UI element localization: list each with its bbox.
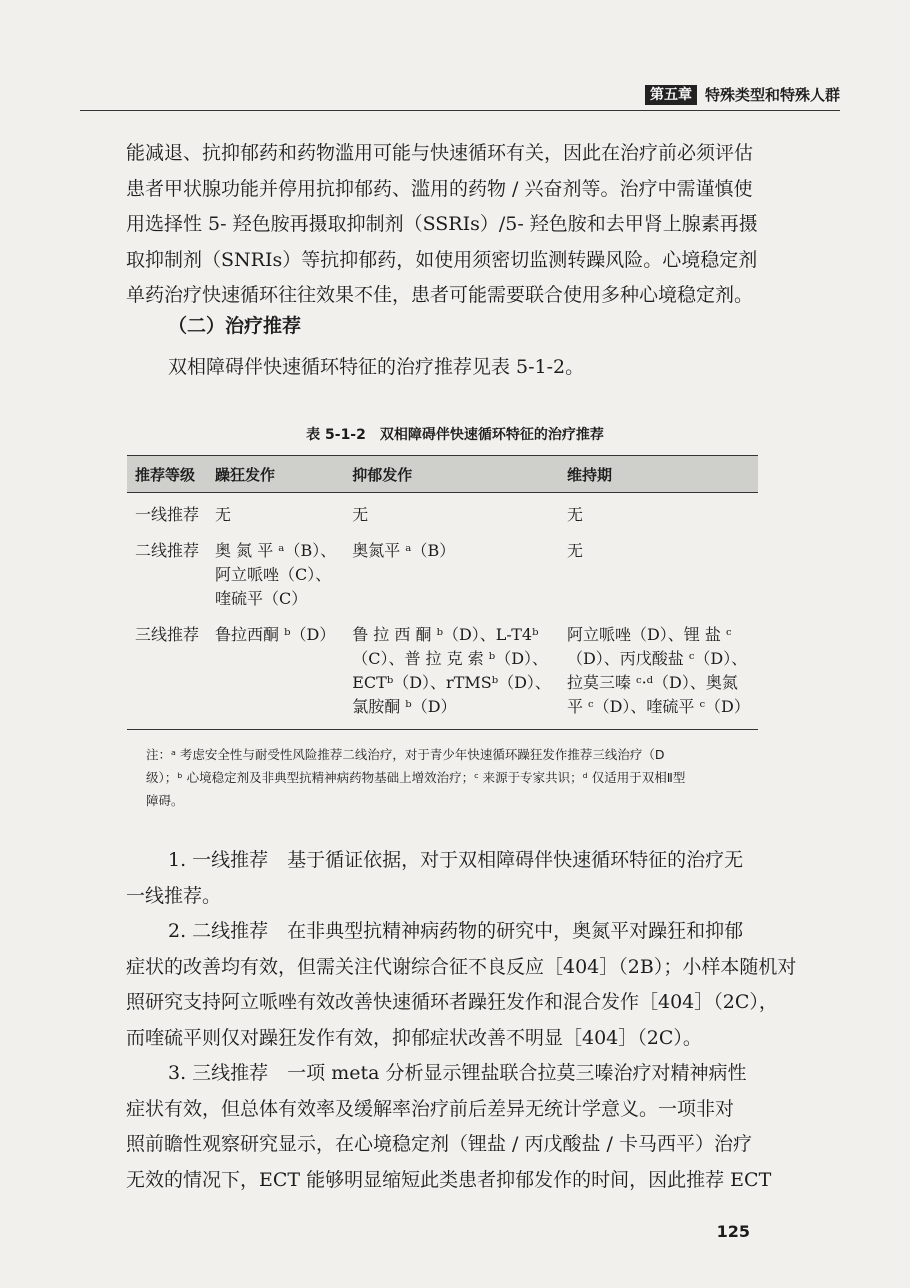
text-line: 单药治疗快速循环往往效果不佳，患者可能需要联合使用多种心境稳定剂。 [126, 284, 754, 306]
cell-text: （C）、普 拉 克 索 ᵇ（D）、 [352, 649, 549, 668]
text-line: 症状的改善均有效，但需关注代谢综合征不良反应［404］（2B）；小样本随机对 [126, 955, 797, 978]
cell-text: 无 [215, 505, 232, 524]
cell-text: 奥 氮 平 ᵃ（B）、 [215, 541, 337, 560]
first-line-paragraph [126, 843, 764, 914]
cell-maintenance [559, 617, 758, 730]
text-line: 1. 一线推荐 基于循证依据，对于双相障碍伴快速循环特征的治疗无 [168, 849, 744, 871]
cell-text: 喹硫平（C） [215, 589, 308, 608]
page-number: 125 [716, 1222, 750, 1241]
chapter-title: 特殊类型和特殊人群 [704, 86, 840, 104]
text-line: 无效的情况下，ECT 能够明显缩短此类患者抑郁发作的时间，因此推荐 ECT [126, 1168, 772, 1191]
text-line: 而喹硫平则仅对躁狂发作有效，抑郁症状改善不明显［404］（2C）。 [126, 1026, 702, 1049]
cell-text: 一线推荐 [135, 505, 200, 524]
text-line: 患者甲状腺功能并停用抗抑郁药、滥用的药物 / 兴奋剂等。治疗中需谨慎使 [126, 177, 753, 200]
text-line: 一线推荐。 [126, 884, 222, 907]
cell-text: 鲁 拉 西 酮 ᵇ（D）、L-T4ᵇ [352, 625, 539, 644]
cell-text: 无 [352, 505, 369, 524]
header-depression: 抑郁发作 [344, 456, 559, 493]
cell-text: 阿立哌唑（D）、锂 盐 ᶜ [566, 625, 732, 644]
cell-text: 无 [566, 541, 583, 560]
running-header [80, 84, 840, 111]
text-line: 照研究支持阿立哌唑有效改善快速循环者躁狂发作和混合发作［404］（2C）， [126, 991, 778, 1013]
table-note [146, 743, 758, 812]
text-line: 3. 三线推荐 一项 meta 分析显示锂盐联合拉莫三嗪治疗对精神病性 [168, 1062, 747, 1084]
note-line: 障碍。 [146, 793, 184, 808]
table-row [127, 617, 758, 730]
intro-paragraph [126, 136, 764, 314]
cell-maintenance [559, 493, 758, 534]
cell-text: 三线推荐 [135, 625, 200, 644]
cell-text: 奥氮平 ᵃ（B） [352, 541, 456, 560]
cell-text: 氯胺酮 ᵇ（D） [352, 697, 457, 716]
note-line: 注：ᵃ 考虑安全性与耐受性风险推荐二线治疗，对于青少年快速循环躁狂发作推荐三线治疗（D [146, 747, 665, 762]
cell-level [127, 617, 207, 730]
third-line-paragraph [126, 1056, 772, 1198]
second-line-paragraph [126, 914, 797, 1056]
header-group [645, 84, 840, 105]
text-line: 取抑制剂（SNRIs）等抗抑郁药，如使用须密切监测转躁风险。心境稳定剂 [126, 248, 758, 271]
table-reference-text: 双相障碍伴快速循环特征的治疗推荐见表 5-1-2。 [168, 356, 585, 378]
table-caption-title: 双相障碍伴快速循环特征的治疗推荐 [379, 427, 604, 443]
table-row [127, 493, 758, 534]
cell-mania [207, 493, 344, 534]
note-line: 级）；ᵇ 心境稳定剂及非典型抗精神病药物基础上增效治疗；ᶜ 来源于专家共识；ᵈ 仅适用于双相Ⅱ型 [146, 770, 686, 785]
cell-text: 拉莫三嗪 ᶜ·ᵈ（D）、奥氮 [566, 673, 738, 692]
header-level: 推荐等级 [127, 456, 207, 493]
cell-depression [344, 617, 559, 730]
cell-text: ECTᵇ（D）、rTMSᵇ（D）、 [352, 673, 551, 692]
cell-depression [344, 533, 559, 617]
header-maintenance: 维持期 [559, 456, 758, 493]
table-header-row [127, 456, 758, 493]
cell-text: 二线推荐 [135, 541, 200, 560]
chapter-badge: 第五章 [645, 85, 697, 105]
cell-text: 无 [566, 505, 583, 524]
cell-text: 平 ᶜ（D）、喹硫平 ᶜ（D） [566, 697, 750, 716]
cell-maintenance [559, 533, 758, 617]
text-line: 症状有效，但总体有效率及缓解率治疗前后差异无统计学意义。一项非对 [126, 1097, 735, 1120]
cell-text: 鲁拉西酮 ᵇ（D） [215, 625, 336, 644]
recommendation-table [127, 455, 758, 730]
cell-mania [207, 617, 344, 730]
cell-level [127, 493, 207, 534]
text-line: 能减退、抗抑郁药和药物滥用可能与快速循环有关，因此在治疗前必须评估 [126, 142, 754, 164]
table-caption [0, 424, 910, 444]
section-heading: （二）治疗推荐 [168, 315, 302, 337]
cell-text: 阿立哌唑（C）、 [215, 565, 332, 584]
cell-depression [344, 493, 559, 534]
text-line: 用选择性 5- 羟色胺再摄取抑制剂（SSRIs）/5- 羟色胺和去甲肾上腺素再摄 [126, 213, 758, 235]
text-line: 照前瞻性观察研究显示，在心境稳定剂（锂盐 / 丙戊酸盐 / 卡马西平）治疗 [126, 1133, 752, 1155]
cell-text: （D）、丙戊酸盐 ᶜ（D）、 [566, 649, 748, 668]
cell-level [127, 533, 207, 617]
table-row [127, 533, 758, 617]
cell-mania [207, 533, 344, 617]
header-mania: 躁狂发作 [207, 456, 344, 493]
text-line: 2. 二线推荐 在非典型抗精神病药物的研究中，奥氮平对躁狂和抑郁 [168, 920, 744, 942]
table-caption-number: 表 5-1-2 [306, 427, 366, 443]
